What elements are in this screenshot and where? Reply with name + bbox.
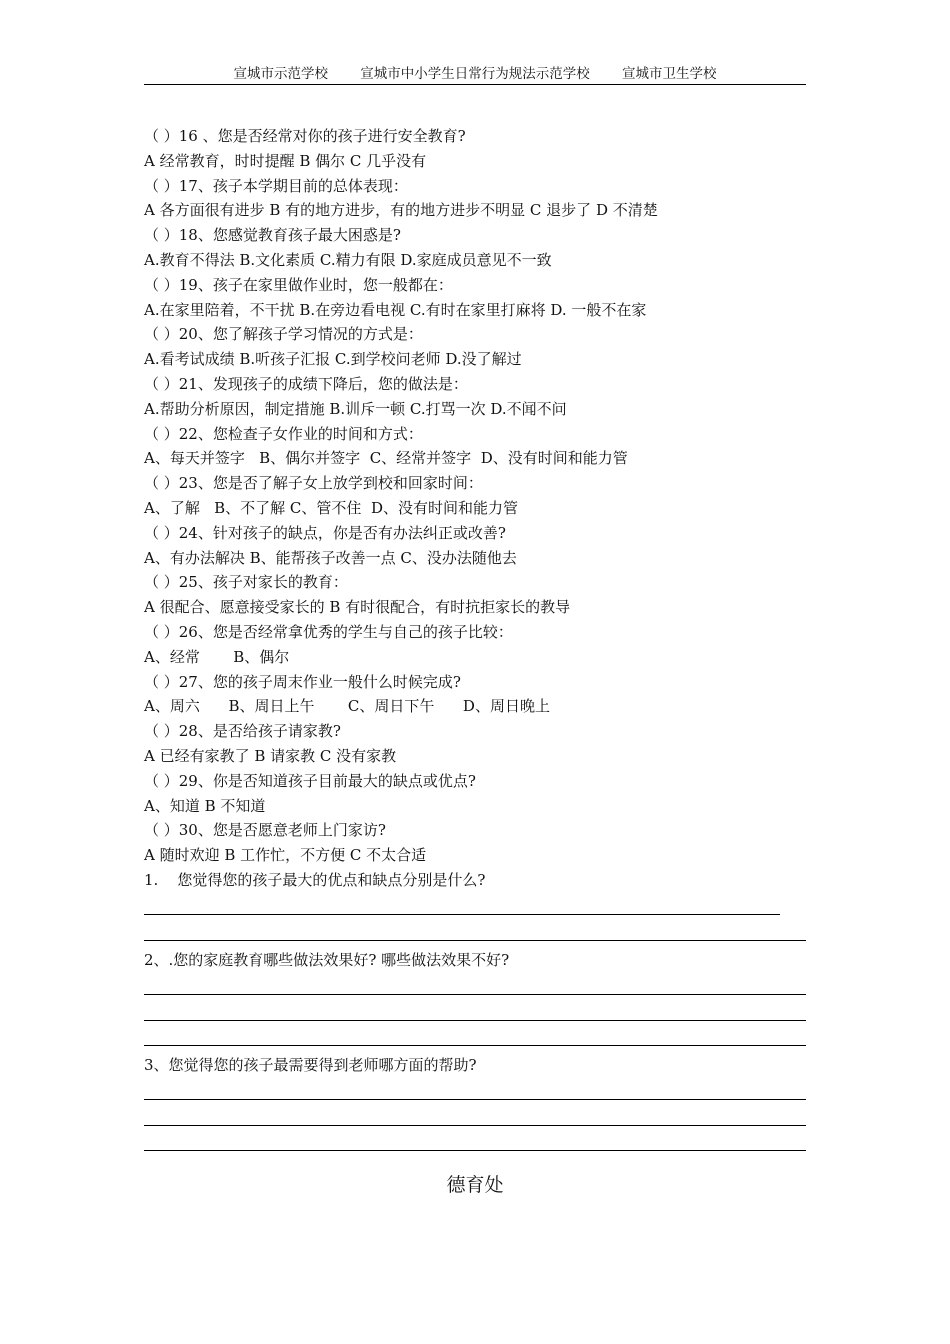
question-text: （ ）21、发现孩子的成绩下降后，您的做法是： [144, 374, 468, 393]
question-18 [144, 223, 806, 273]
answer-options: A、有办法解决 B、能帮孩子改善一点 C、没办法随他去 [144, 548, 517, 567]
question-24 [144, 521, 806, 571]
answer-options: A 很配合、愿意接受家长的 B 有时很配合，有时抗拒家长的教导 [144, 598, 571, 617]
answer-options: A 随时欢迎 B 工作忙，不方便 C 不太合适 [144, 846, 427, 865]
answer-options: A 经常教育，时时提醒 B 偶尔 C 几乎没有 [144, 151, 427, 170]
open-question-3 [144, 1053, 806, 1154]
question-text: （ ）19、孩子在家里做作业时，您一般都在： [144, 275, 453, 294]
answer-options: A.看考试成绩 B.听孩子汇报 C.到学校问老师 D.没了解过 [144, 350, 522, 369]
question-30 [144, 818, 806, 868]
answer-options: A、知道 B 不知道 [144, 796, 266, 815]
question-text: （ ）30、您是否愿意老师上门家访? [144, 821, 386, 840]
question-26 [144, 620, 806, 670]
answer-options: A 已经有家教了 B 请家教 C 没有家教 [144, 746, 397, 765]
answer-line[interactable] [144, 1024, 806, 1050]
answer-line[interactable] [144, 1078, 806, 1104]
question-23 [144, 471, 806, 521]
question-25 [144, 570, 806, 620]
open-question-1 [144, 868, 806, 944]
answer-options: A.帮助分析原因，制定措施 B.训斥一顿 C.打骂一次 D.不闻不问 [144, 399, 567, 418]
question-text: （ ）26、您是否经常拿优秀的学生与自己的孩子比较： [144, 622, 513, 641]
header-school-2: 宣城市中小学生日常行为规法示范学校 [360, 66, 590, 82]
answer-options: A、每天并签字 B、偶尔并签字 C、经常并签字 D、没有时间和能力管 [144, 449, 628, 468]
question-text: （ ）24、针对孩子的缺点，你是否有办法纠正或改善? [144, 523, 506, 542]
question-21 [144, 372, 806, 422]
open-question-text: 3、您觉得您的孩子最需要得到老师哪方面的帮助? [144, 1056, 477, 1074]
answer-line[interactable] [144, 998, 806, 1024]
question-text: （ ）18、您感觉教育孩子最大困惑是? [144, 226, 401, 245]
question-text: （ ）25、孩子对家长的教育： [144, 573, 348, 592]
question-22 [144, 422, 806, 472]
answer-options: A 各方面很有进步 B 有的地方进步，有的地方进步不明显 C 退步了 D 不清楚 [144, 201, 658, 220]
answer-options: A、了解 B、不了解 C、管不住 D、没有时间和能力管 [144, 498, 518, 517]
answer-options: A.教育不得法 B.文化素质 C.精力有限 D.家庭成员意见不一致 [144, 250, 552, 269]
question-text: （ ）17、孩子本学期目前的总体表现： [144, 176, 408, 195]
open-question-text: 2、.您的家庭教育哪些做法效果好? 哪些做法效果不好? [144, 950, 510, 969]
page-header [144, 64, 806, 85]
question-20 [144, 322, 806, 372]
question-text: （ ）16 、您是否经常对你的孩子进行安全教育? [144, 127, 466, 145]
footer-signature: 德育处 [446, 1174, 504, 1196]
question-text: （ ）20、您了解孩子学习情况的方式是： [144, 325, 423, 344]
answer-line[interactable] [144, 973, 806, 999]
question-text: （ ）28、是否给孩子请家教? [144, 722, 341, 741]
answer-line[interactable] [144, 918, 806, 944]
answer-options: A.在家里陪着，不干扰 B.在旁边看电视 C.有时在家里打麻将 D. 一般不在家 [144, 300, 647, 319]
question-27 [144, 670, 806, 720]
questionnaire-body [144, 124, 806, 1154]
question-29 [144, 769, 806, 819]
open-question-2 [144, 948, 806, 1049]
question-text: （ ）27、您的孩子周末作业一般什么时候完成? [144, 672, 461, 691]
question-text: （ ）23、您是否了解子女上放学到校和回家时间： [144, 474, 483, 493]
question-28 [144, 719, 806, 769]
open-question-text: 1. 您觉得您的孩子最大的优点和缺点分别是什么? [144, 870, 486, 889]
question-16 [144, 124, 806, 174]
answer-line[interactable] [144, 893, 806, 919]
header-school-3: 宣城市卫生学校 [622, 66, 717, 82]
question-text: （ ）29、你是否知道孩子目前最大的缺点或优点? [144, 771, 476, 790]
question-19 [144, 273, 806, 323]
question-text: （ ）22、您检查子女作业的时间和方式： [144, 424, 423, 443]
answer-line[interactable] [144, 1129, 806, 1155]
question-17 [144, 174, 806, 224]
answer-line[interactable] [144, 1103, 806, 1129]
answer-options: A、周六 B、周日上午 C、周日下午 D、周日晚上 [144, 697, 550, 716]
header-school-1: 宣城市示范学校 [233, 66, 328, 82]
answer-options: A、经常 B、偶尔 [144, 647, 290, 666]
